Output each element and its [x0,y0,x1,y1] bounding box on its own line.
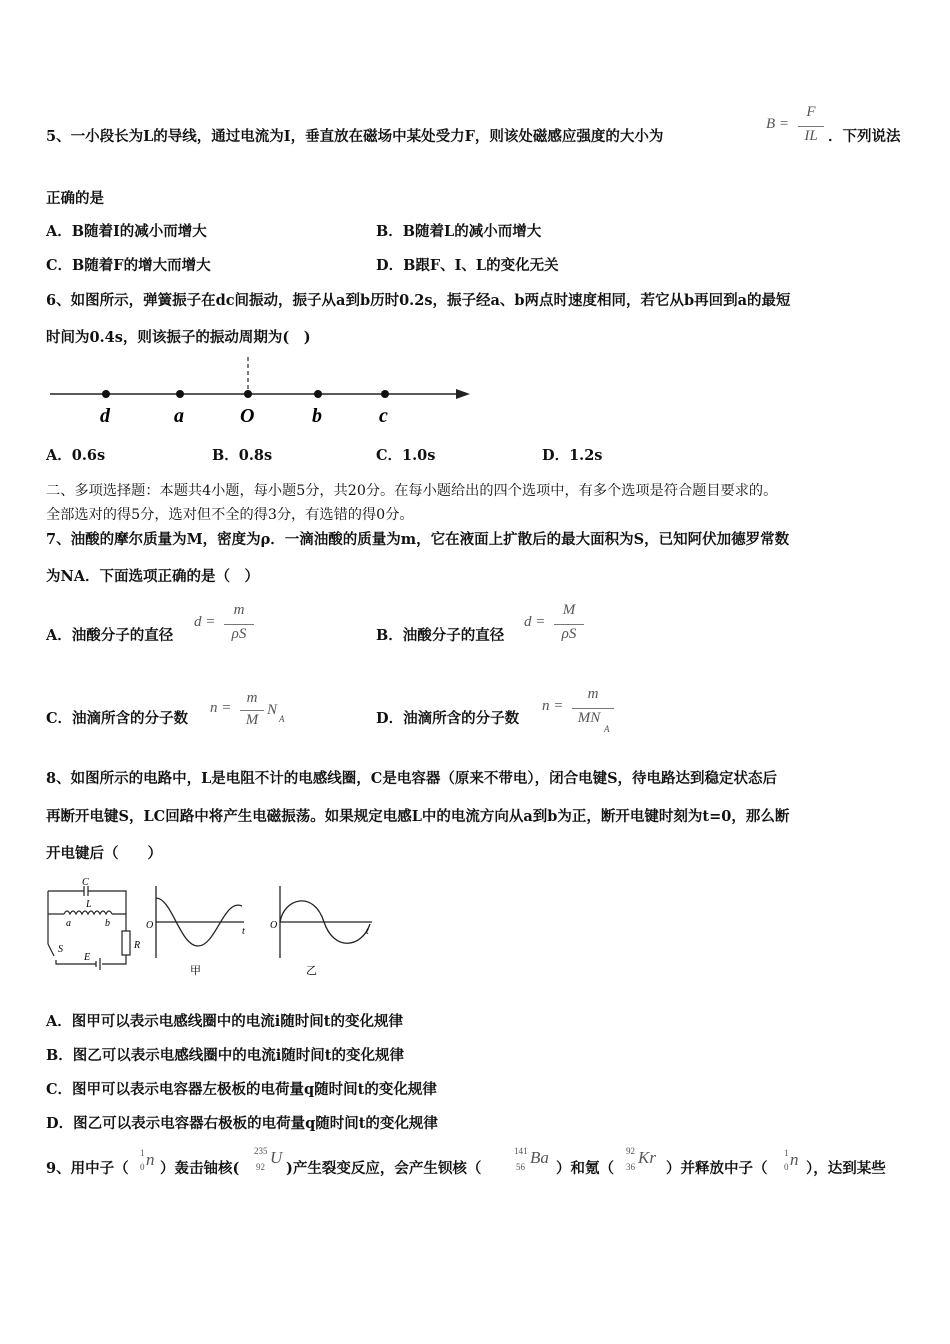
q9-neutron-2 [780,1148,804,1180]
q6-option-c[interactable] [376,446,435,466]
q7-a-lhs: d = [194,614,216,630]
q7-a-num: m [233,602,245,618]
q7-c-tail: N [267,702,278,718]
q7-d-den: MN [577,710,601,726]
q6-line2-text: 时间为0.4s，则该振子的振动周期为( ) [46,329,311,346]
q8-label-b: b [105,918,110,929]
q9-part2-wrap [160,1159,239,1179]
q9-ba-symbol: Ba [530,1148,549,1167]
q6-option-b[interactable] [212,446,272,466]
q9-part5-wrap [666,1159,768,1179]
q8-line2-text: 再断开电键S，LC回路中将产生电磁振荡。如果规定电感L中的电流方向从a到b为正，断开电键时刻为t=0，那么断 [46,808,790,825]
q9-n2-charge: 0 [784,1162,789,1172]
q6-line2 [46,328,311,348]
q6-option-c-text: C．1.0s [376,447,436,464]
q7-c-tail-sub: A [279,714,285,724]
q7-option-a-formula [194,602,264,650]
q8-option-c[interactable] [46,1080,437,1100]
q8-wire-top-right [88,891,126,914]
q8-label-r: R [134,940,141,951]
q7-option-b-text: B．油酸分子的直径 [376,627,505,644]
q8-line2 [46,807,789,827]
q9-n1-charge: 0 [140,1162,145,1172]
q8-jia-t-label: t [242,926,245,937]
q7-line2-text: 为NA．下面选项正确的是（ ） [46,568,260,585]
q8-line3 [46,844,162,864]
q7-b-bar [554,624,584,625]
q8-line1-text: 8、如图所示的电路中，L是电阻不计的电感线圈，C是电容器（原来不带电），闭合电键S，待电路达到稳定状态后 [46,770,778,787]
q7-d-den-sub: A [604,724,610,734]
q5-line1 [46,127,663,147]
q8-option-b[interactable] [46,1046,404,1066]
q7-option-c[interactable] [46,709,188,729]
q6-line1-text: 6、如图所示，弹簧振子在dc间振动，振子从a到b历时0.2s，振子经a、b两点时速度相同，若它从b再回到a的最短 [46,292,791,309]
q9-part3: )产生裂变反应，会产生钡核（ [286,1160,482,1177]
q9-kr-symbol: Kr [638,1148,656,1167]
q6-option-d-text: D．1.2s [542,447,603,464]
q6-label-d: d [100,405,110,427]
q7-line2 [46,567,259,587]
q5-option-b-text: B．B随着L的减小而增大 [376,223,542,240]
q5-option-b[interactable] [376,222,541,242]
q7-b-lhs: d = [524,614,546,630]
q9-krypton [622,1146,664,1180]
q7-d-bar [572,708,614,709]
q6-option-d[interactable] [542,446,602,466]
q5-option-c[interactable] [46,256,211,276]
q6-point-o [244,390,252,398]
q8-label-c: C [82,877,89,888]
q5-option-d-text: D．B跟F、I、L的变化无关 [376,257,559,274]
q7-b-den: ρS [561,626,577,642]
q5-line2 [46,189,104,209]
q8-jia-origin-label: O [146,920,154,931]
q8-label-e: E [84,952,91,963]
q7-d-num: m [587,686,599,702]
q9-part5: ）并释放中子（ [666,1160,768,1177]
q7-option-b[interactable] [376,626,504,646]
q9-n2-mass: 1 [784,1148,789,1158]
q8-yi-caption: 乙 [306,965,317,977]
q9-n1-mass: 1 [140,1148,145,1158]
q5-option-c-text: C．B随着F的增大而增大 [46,257,211,274]
q7-b-num: M [562,602,576,618]
q9-part6: ），达到某些 [806,1160,886,1177]
q5-formula-bar [798,126,824,127]
q8-option-a[interactable] [46,1012,403,1032]
q8-option-c-text: C．图甲可以表示电容器左极板的电荷量q随时间t的变化规律 [46,1081,437,1098]
q5-line1-text: 5、一小段长为L的导线，通过电流为I，垂直放在磁场中某处受力F，则该处磁感应强度的大小为 [46,128,664,145]
q8-option-d-text: D．图乙可以表示电容器右极板的电荷量q随时间t的变化规律 [46,1115,438,1132]
q7-option-d[interactable] [376,709,519,729]
q9-u-mass: 235 [254,1146,268,1156]
q5-formula-lhs: B = [766,116,790,132]
q6-line1 [46,291,791,311]
q9-part2: ）轰击铀核( [160,1160,240,1177]
q5-option-d[interactable] [376,256,559,276]
q8-graph-jia [156,886,244,958]
q6-point-c [381,390,389,398]
q6-option-b-text: B．0.8s [212,447,273,464]
q8-line3-text: 开电键后（ ） [46,845,162,862]
q7-option-a-text: A．油酸分子的直径 [46,627,174,644]
q5-formula [766,104,826,152]
q7-a-bar [224,624,254,625]
q9-part1: 9、用中子（ [46,1160,129,1177]
q8-yi-origin-label: O [270,920,278,931]
q9-kr-mass: 92 [626,1146,635,1156]
q7-d-lhs: n = [542,698,564,714]
q6-label-b: b [312,405,322,427]
q8-figure-circuit-and-graphs [44,876,384,981]
q6-label-a: a [174,405,184,427]
q7-line1-text: 7、油酸的摩尔质量为M，密度为ρ．一滴油酸的质量为m，它在液面上扩散后的最大面积为S，已知阿伏加德罗常数 [46,531,790,548]
q9-ba-charge: 56 [516,1162,525,1172]
q5-line1-tail [828,127,901,147]
q7-c-bar [240,710,264,711]
q8-line1 [46,769,777,789]
section2-line2 [46,505,414,525]
section2-line1 [46,481,777,501]
q9-u-symbol: U [270,1148,283,1167]
q5-option-a[interactable] [46,222,207,242]
q8-yi-t-label: t [366,926,369,937]
q8-jia-caption: 甲 [190,965,201,977]
q7-c-lhs: n = [210,700,232,716]
q6-figure-number-line [48,355,478,430]
q7-c-num: m [246,690,258,706]
q6-option-a-text: A．0.6s [46,447,106,464]
q7-option-c-text: C．油滴所含的分子数 [46,710,189,727]
q9-ba-mass: 141 [514,1146,528,1156]
q5-line2-text: 正确的是 [46,190,104,207]
q8-option-b-text: B．图乙可以表示电感线圈中的电流i随时间t的变化规律 [46,1047,404,1064]
q9-n1-symbol: n [146,1150,155,1169]
section2-line1-text: 二、多项选择题：本题共4小题，每小题5分，共20分。在每小题给出的四个选项中，有多个选项是符合题目要求的。 [46,483,778,499]
q6-point-a [176,390,184,398]
q8-inductor-coil [64,911,112,914]
q9-uranium [252,1146,284,1180]
q7-a-den: ρS [231,626,247,642]
section2-line2-text: 全部选对的得5分，选对但不全的得3分，有选错的得0分。 [46,507,414,523]
q9-n2-symbol: n [790,1150,799,1169]
q8-graph-yi [280,886,372,958]
q8-switch-blade [48,944,54,956]
q6-label-c: c [379,405,388,427]
q8-label-a: a [66,918,71,929]
q7-line1 [46,530,789,550]
q6-axis-arrow-icon [456,389,470,399]
q7-option-b-formula [524,602,594,650]
q6-point-d [102,390,110,398]
q7-option-a[interactable] [46,626,173,646]
q5-option-a-text: A．B随着I的减小而增大 [46,223,207,240]
q5-formula-num: F [806,104,816,120]
q7-c-den: M [245,712,259,728]
q9-part4-wrap [556,1159,614,1179]
q7-option-d-text: D．油滴所含的分子数 [376,710,520,727]
q6-point-b [314,390,322,398]
q7-option-c-formula [210,690,300,738]
q9-part6-wrap [806,1159,886,1179]
q9-part3-wrap [286,1159,481,1179]
q8-wire-coil-right [112,914,126,931]
q7-option-d-formula [542,686,622,736]
q5-line1-tail-text: ．下列说法 [828,128,901,145]
q8-resistor [122,931,130,955]
q8-label-s: S [58,944,63,955]
q6-option-a[interactable] [46,446,105,466]
q9-u-charge: 92 [256,1162,265,1172]
q8-label-l: L [86,899,92,910]
q8-option-a-text: A．图甲可以表示电感线圈中的电流i随时间t的变化规律 [46,1013,403,1030]
q8-wire-bottom-right [102,955,126,964]
q9-kr-charge: 36 [626,1162,635,1172]
q9-part4: ）和氪（ [556,1160,614,1177]
q6-label-o: O [240,405,255,427]
q9-barium [512,1146,554,1180]
q8-option-d[interactable] [46,1114,438,1134]
q5-formula-den: IL [804,128,818,144]
q9-line1 [46,1159,129,1179]
q9-neutron-1 [136,1148,160,1180]
